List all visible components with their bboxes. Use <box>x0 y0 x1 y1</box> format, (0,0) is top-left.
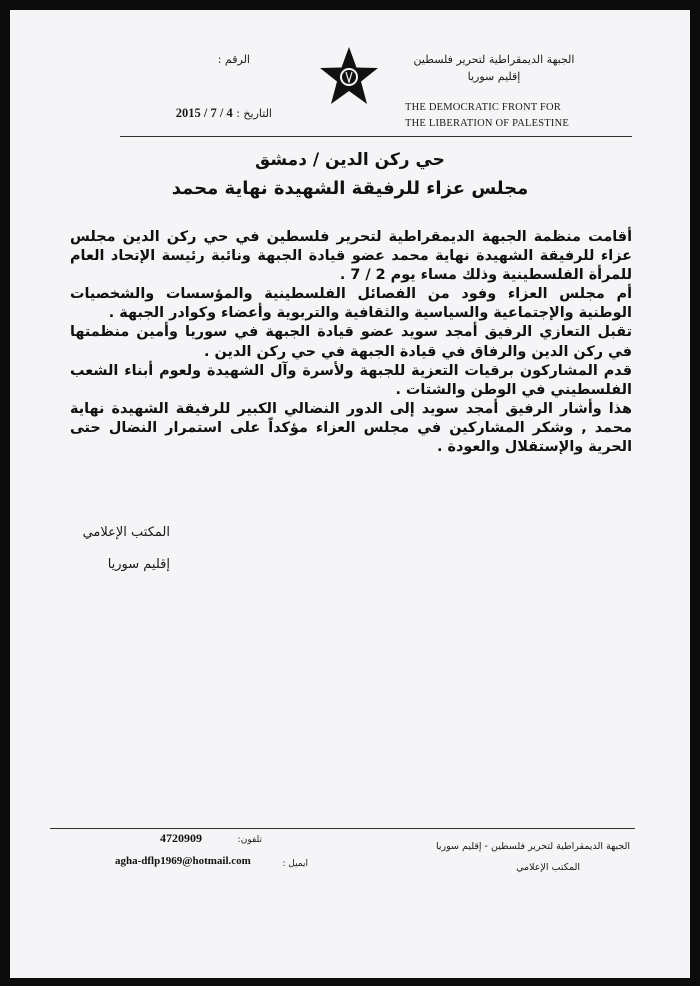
footer-office: المكتب الإعلامي <box>516 862 580 873</box>
signature-region: إقليم سوريا <box>107 557 170 572</box>
heading-title: مجلس عزاء للرفيقة الشهيدة نهاية محمد <box>171 178 529 199</box>
footer-email: agha-dflp1969@hotmail.com <box>115 855 251 867</box>
reference-number-label: الرقم : <box>217 53 250 66</box>
org-region-arabic: إقليم سوريا <box>467 70 521 83</box>
footer-org: الجبهة الديمقراطية لتحرير فلسطين - إقليم سوريا <box>436 841 630 852</box>
date-value: 2015 / 7 / 4 <box>175 106 233 120</box>
org-name-english-line2: THE LIBERATION OF PALESTINE <box>405 118 569 129</box>
heading-location: حي ركن الدين / دمشق <box>255 150 445 170</box>
body-paragraph-1: أقامت منظمة الجبهة الديمقراطية لتحرير فلسطين في حي ركن الدين مجلس عزاء للرفيقة الشهيدة نهاية محمد عضو قيادة الجبهة ونائبة رئيسة الإتحاد العام للمرأة الفلسطينية وذلك مساء يوم 2 / 7 . <box>70 229 632 284</box>
footer-divider <box>50 828 635 829</box>
footer-email-label: ايميل : <box>282 859 308 869</box>
star-emblem-icon <box>318 46 380 106</box>
header-divider <box>120 136 632 137</box>
body-paragraph-2: أم مجلس العزاء وفود من الفصائل الفلسطينية والمؤسسات والشخصيات الوطنية والإجتماعية والسياسية والثقافية والتربوية وأعضاء وكوادر الجبهة . <box>70 286 632 322</box>
org-name-english-line1: THE DEMOCRATIC FRONT FOR <box>405 102 561 113</box>
org-name-arabic: الجبهة الديمقراطية لتحرير فلسطين <box>413 53 575 66</box>
document-page <box>10 10 690 978</box>
body-paragraph-4: قدم المشاركون برقيات التعزية للجبهة ولأسرة وآل الشهيدة ولعوم أبناء الشعب الفلسطيني في الوطن والشتات . <box>70 362 632 398</box>
date-label: التاريخ : <box>236 107 272 120</box>
footer-phone: 4720909 <box>160 831 202 845</box>
body-paragraph-5: هذا وأشار الرفيق أمجد سويد إلى الدور النضالي الكبير للرفيقة الشهيدة نهاية محمد , وشكر المشاركين في مجلس العزاء مؤكداً على استمرار النضال حتى الحرية والإستقلال والعودة . <box>70 400 632 456</box>
letterhead-org-english <box>405 100 605 132</box>
signature-office: المكتب الإعلامي <box>82 525 170 540</box>
body-paragraph-3: تقبل التعازي الرفيق أمجد سويد عضو قيادة الجبهة في سوريا وأمين منظمتها في ركن الدين والرفاق في قيادة الجبهة في حي ركن الدين . <box>70 324 632 360</box>
letterhead-org-arabic <box>394 51 594 85</box>
body-text <box>70 228 632 457</box>
date-line <box>122 106 272 121</box>
footer-phone-label: تلفون: <box>237 835 262 845</box>
